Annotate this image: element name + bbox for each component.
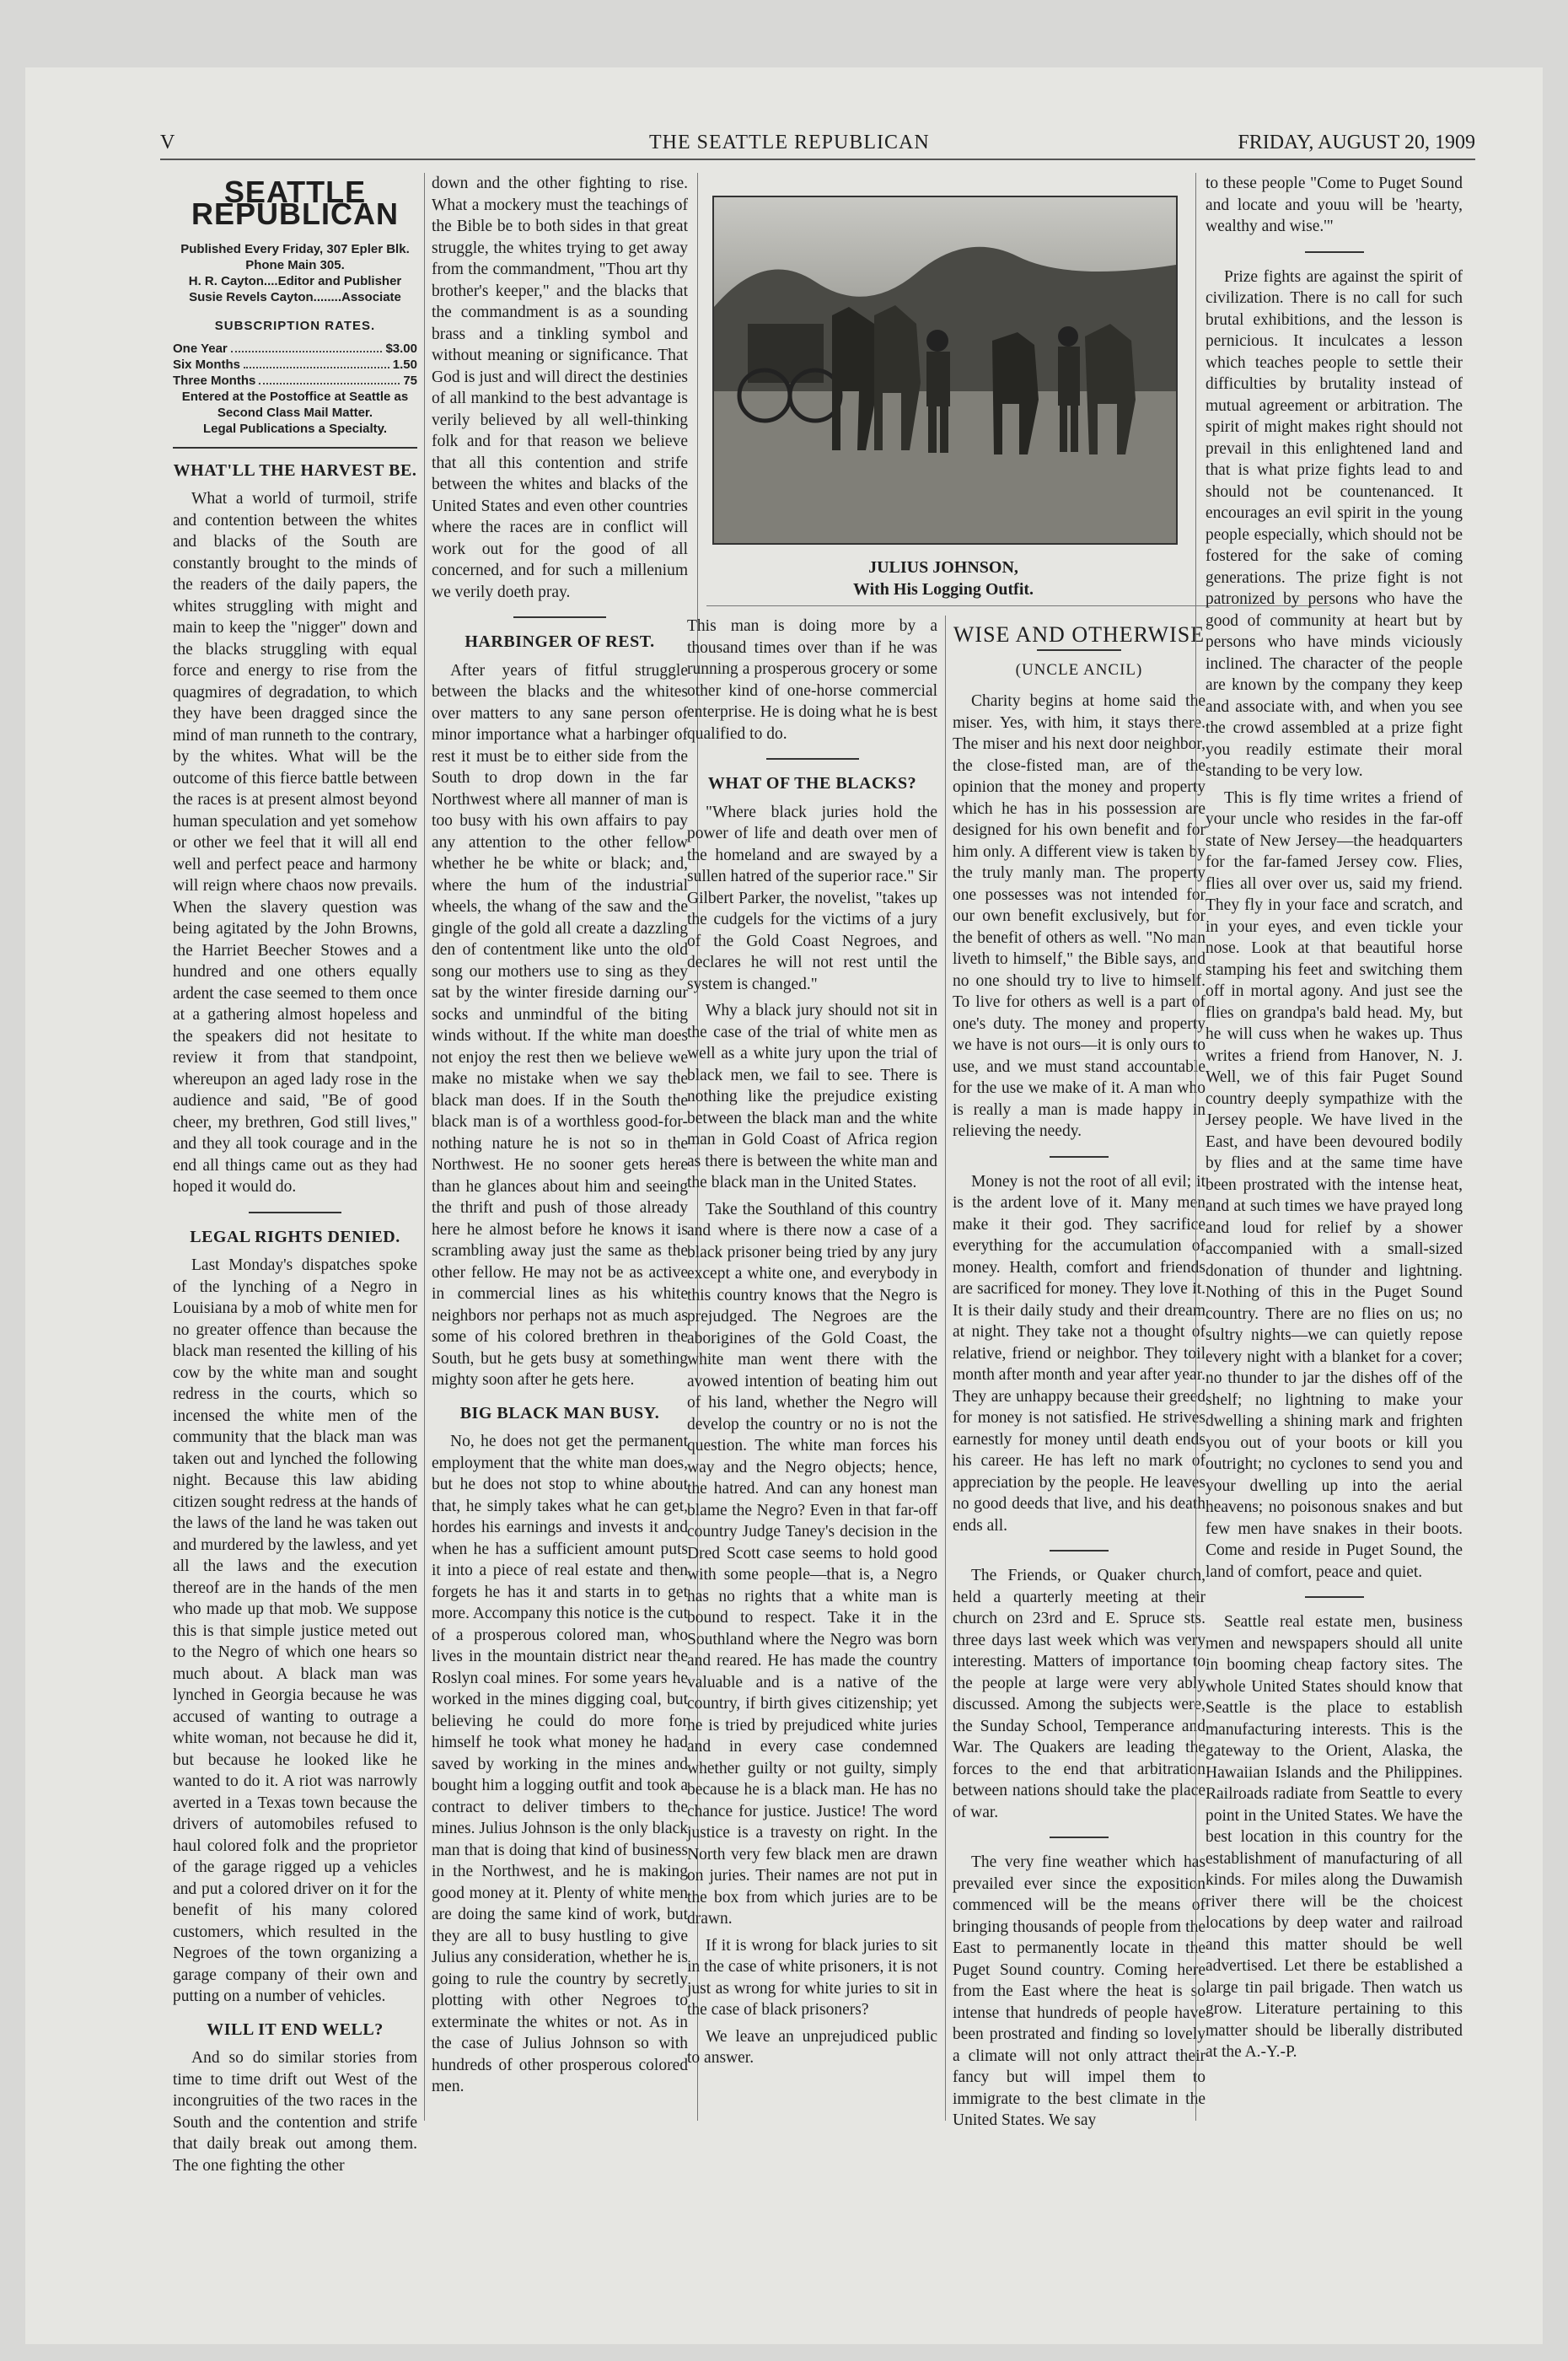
article-separator [1050, 1837, 1109, 1838]
rate-row [173, 373, 417, 389]
article-paragraph: Money is not the root of all evil; it is the ardent love of it. Many men make it their god. They sacrifice everything for the accumulation of money. Health, comfort and friends are sacrificed for money. They love it. It is their daily study and their dream at night. They take not a thought of relative, friend or neighbor. They toil month after month and year after year. They are unhappy because their greed for money is not satisfied. He strives earnestly for money until death ends his career. He has left no mark of appreciation by the people. He leaves no good deeds that live, and his death ends all. [953, 1172, 1206, 1535]
column-rule [424, 173, 425, 2121]
masthead-line: Susie Revels Cayton........Associate [189, 290, 401, 304]
masthead-line: Published Every Friday, 307 Epler Blk. [180, 242, 410, 256]
photo-caption [712, 557, 1174, 600]
page-header [160, 126, 1475, 160]
article-paragraph: After years of fitful struggle between the blacks and the whites over matters to any sane person of minor importance what a harbinger of rest it must be to either side from the South to drop down in the far Northwest where all manner of man is too busy with his own affairs to pay any attention to the other fellow whether he be white or black; and, where the hum of the industrial wheels, the whang of the saw and the gingle of the gold all create a dazzling den of contentment like unto the old song our mothers use to sing as they sat by the winter fireside darning our socks and unmindful of the biting winds without. If the white man does not enjoy the rest then we believe we make no mistake when we say the black man does. If in the South the black man is of a worthless good-for-nothing nature he is not so in the Northwest. He no sooner gets here than he glances about him and seeing the thrift and push of those already here he almost before he knows it is scrambling away just the same as the other fellow. He may not be as active in commercial lines as his white neighbors nor perhaps not as much as some of his colored brethren in the South, but he gets busy at something mighty soon after he gets here. [432, 661, 688, 1389]
rate-row [173, 357, 417, 373]
masthead-footer: Entered at the Postoffice at Seattle as [181, 389, 409, 404]
caption-name: JULIUS JOHNSON, [868, 558, 1018, 577]
article-paragraph: We leave an unprejudiced public to answer. [687, 2027, 937, 2067]
article-paragraph: What a world of turmoil, strife and contention between the whites and blacks of the South are constantly brought to the minds of the readers of the daily papers, the whites struggling with might and main to keep the "nigger" down and the blacks struggling with equal force and energy to rise from the quagmires of degradation, to which they have been dragged since the mind of man runneth to the contrary, by the whites. What will be the outcome of this fierce battle between the races is at present almost beyond human speculation and yet somehow or other we feel that it will all end well and perfect peace and harmony will reign where chaos now prevails. When the slavery question was being agitated by the John Browns, the Harriet Beecher Stowes and a hundred and one others equally ardent the case seemed to them once at a gathering almost hopeless and the speakers did not hesitate to review it from that standpoint, whereupon an aged lady rose in the audience and said, "Be of good cheer, my brethren, God still lives," and they all took courage and in the end all things came out as they had hoped it would do. [173, 490, 417, 1196]
article-separator [766, 758, 859, 760]
rate-price: 75 [403, 373, 417, 388]
article-headline: WHAT OF THE BLACKS? [707, 774, 917, 793]
article-headline: WILL IT END WELL? [207, 2019, 384, 2039]
department-byline: (UNCLE ANCIL) [1015, 660, 1143, 679]
column-rule [1195, 173, 1196, 2121]
masthead-rule [173, 447, 417, 449]
column-3 [687, 616, 937, 2074]
article-separator [1305, 251, 1364, 253]
rates-title: SUBSCRIPTION RATES. [214, 319, 376, 333]
page-mark: V [160, 132, 175, 153]
article-paragraph: down and the other fighting to rise. What a mockery must the teachings of the Bible be to both sides in that great struggle, the whites trying to get away from the commandment, "Thou art thy brother's keeper," and the blacks that the commandment is as a sounding brass and a tinkling symbol and without meaning or significance. That God is just and will direct the destinies of all mankind to the best advantage is verily believed by all well-thinking folk and for that reason we believe that all this contention and strife between the whites and blacks of the United States and even other countries where the races are in conflict will work out for the good of all concerned, and for such a millenium we verily doeth pray. [432, 175, 688, 601]
article-paragraph: "Where black juries hold the power of life and death over men of the homeland and are swayed by a sullen hatred of the superior race." Sir Gilbert Parker, the novelist, "takes up the cudgels for the victims of a jury of the Gold Coast Negroes, and declares he will not rest until the system is changed." [687, 803, 937, 993]
paper-title: THE SEATTLE REPUBLICAN [649, 132, 930, 153]
article-paragraph: to these people "Come to Puget Sound and locate and youu will be 'hearty, wealthy and wise.'" [1206, 175, 1463, 235]
article-paragraph: Seattle real estate men, business men and newspapers should all unite in booming cheap factory sites. The whole United States should know that Seattle is the place to establish manufacturing interests. This is the gateway to the Orient, Alaska, the Hawaiian Islands and the Philippines. Railroads radiate from Seattle to every point in the United States. We have the best location in this country for the establishment of manufacturing of all kinds. For miles along the Duwamish river there will be the choicest locations by deep water and railroad and this matter should be well advertised. Let there be established a large tin pail brigade. Then watch us grow. Literature pertaining to this matter should be liberally distributed at the A.-Y.-P. [1206, 1613, 1463, 2061]
article-paragraph: Charity begins at home said the miser. Yes, with him, it stays there. The miser and his next door neighbor, the close-fisted man, are of the opinion that the money and property which he has in his possession are designed for his own benefit and for him only. A different view is taken by the truly manly man. The property one possesses was not intended for our own benefit exclusively, but for the benefit of others as well. "No man liveth to himself," the Bible says, and no one should try to live to himself. To live for others as well is a part of one's duty. The money and property we have is not ours—it is only ours to use, and we must stand accountable for the use we make of it. A man who is really a man is made happy in relieving the needy. [953, 692, 1206, 1140]
caption-subtitle: With His Logging Outfit. [852, 580, 1034, 599]
article-paragraph: If it is wrong for black juries to sit in the case of white prisoners, it is not just as wrong for white juries to sit in the case of black prisoners? [687, 1936, 937, 2019]
article-paragraph: This is fly time writes a friend of your uncle who resides in the far-off state of New Jersey—the headquarters for the far-famed Jersey cow. Flies, flies all over over us, said my friend. They fly in your face and scratch, and in your eyes, and even tickle your nose. Look at that beautiful horse stamping his feet and switching them off in mortal agony. And just see the flies on grandpa's bald head. My, but he will cuss when he wakes up. Thus writes a friend from Hanover, N. J. Well, we of this fair Puget Sound country deeply sympathize with the Jersey people. We have lived in the East, and have been devoured bodily by flies and at the same time have been prostrated with the intense heat, and at such times we have prayed long and loud for relief by a shower accompanied with a small-sized donation of thunder and lightning. Nothing of this in the Puget Sound country. There are no flies on us; no sultry nights—we can quietly repose every night with a blanket for a cover; no thunder to jar the dishes off of the shelf; no lightning to make your dwelling a shining mark and frighten you out of your boots or kill you outright; no cyclones to send you and your dwelling up into the aerial heavens; no poisonous snakes and but few men have snakes in their boots. Come and reside in Puget Sound, the land of comfort, peace and quiet. [1206, 788, 1463, 1581]
title-rule [1037, 649, 1121, 651]
rate-label: Three Months [173, 373, 256, 388]
article-paragraph: Last Monday's dispatches spoke of the lynching of a Negro in Louisiana by a mob of white men for no greater offence than because the black man resented the killing of his cow by the white man and sought redress in the courts, which so incensed the white men of the community that the black man was taken out and lynched the following night. Because this law abiding citizen sought redress at the hands of the laws of the land he was taken out and murdered by the lawless, and yet all the laws and the execution thereof are in the hands of the men who made up that mob. We suppose this is that simple justice meted out to the Negro of which one hears so much about. A black man was lynched in Georgia because he was accused of wanting to outrage a white woman, not because he did it, but because he looked like he wanted to do it. A riot was narrowly averted in a Texas town because the drivers of automobiles refused to haul colored folk and the proprietor of the garage rigged up a vehicles and put a colored driver on it for the benefit of his many colored customers, which resulted in the Negroes of the town organizing a garage company of their own and putting on a number of vehicles. [173, 1256, 417, 2005]
masthead-title: SEATTLE REPUBLICAN [191, 175, 399, 231]
article-separator [513, 616, 606, 618]
department-title: WISE AND OTHERWISE [953, 622, 1206, 647]
masthead [173, 175, 417, 437]
masthead-line: Phone Main 305. [245, 258, 345, 272]
column-rule [945, 616, 946, 2121]
article-paragraph: Why a black jury should not sit in the case of the trial of white men as well as a white jury upon the trial of black men, we fail to see. There is nothing like the prejudice existing between the black man and the white man in Gold Coast of Africa region as there is between the white man and the black man in the United States. [687, 1002, 937, 1191]
article-separator [1050, 1156, 1109, 1158]
masthead-footer: Second Class Mail Matter. [217, 405, 373, 420]
article-paragraph: The Friends, or Quaker church, held a quarterly meeting at their church on 23rd and E. Spruce sts. three days last week which was very interesting. Matters of importance to the people at large were very ably discussed. Among the subjects were, the Sunday School, Temperance and War. The Quakers are leading the forces to the end that arbitration between nations should take the place of war. [953, 1567, 1206, 1821]
article-paragraph: And so do similar stories from time to time drift out West of the incongruities of the two races in the South and the contention and strife that daily break out among them. The one fighting the other [173, 2049, 417, 2175]
issue-date: FRIDAY, AUGUST 20, 1909 [1238, 132, 1475, 153]
column-1 [173, 173, 417, 2181]
article-headline: WHAT'LL THE HARVEST BE. [173, 460, 417, 480]
article-separator [1050, 1550, 1109, 1552]
article-paragraph: No, he does not get the permanent employment that the white man does, but he does not stop to whine about that, he simply takes what he can get, hordes his earnings and invests it and when he has a sufficient amount puts it into a piece of real estate and then forgets he has it and starts in to get more. Accompany this notice is the cut of a prosperous colored man, who lives in the mountain district near the Roslyn coal mines. For some years he worked in the mines digging coal, but believing he could do more for himself he took what money he had saved by working in the mines and bought him a logging outfit and took a contract to deliver timbers to the mines. Julius Johnson is the only black man that is doing that kind of business in the Northwest, and he is making good money at it. Plenty of white men are doing the same kind of work, but they are all to busy hustling to give Julius any consideration, whether he is going to rule the country by secretly plotting with other Negroes to exterminate the whites or not. As in the case of Julius Johnson so with hundreds of other prosperous colored men. [432, 1433, 688, 2095]
rate-price: 1.50 [392, 357, 417, 372]
logging-outfit-photo [712, 196, 1178, 545]
column-2 [432, 173, 688, 2103]
rate-label: Six Months [173, 357, 241, 372]
article-paragraph: This man is doing more by a thousand times over than if he was running a prosperous grocery or some other kind of one-horse commercial enterprise. He is doing what he is best qualified to do. [687, 617, 937, 743]
article-headline: HARBINGER OF REST. [464, 632, 655, 651]
article-paragraph: Prize fights are against the spirit of civilization. There is no call for such brutal exhibitions, and the lesson is pernicious. It inculcates a lesson which teaches people to settle their difficulties by brutality instead of mutual agreement or arbitration. The spirit of might makes right should not prevail in this enlightened land and that is what prize fights lead to and should not be countenanced. It encourages an evil spirit in the young people especially, which should not be fostered for the sake of coming generations. The prize fight is not patronized by persons who have the good of community at heart but by persons who have minds viciously inclined. The character of the people are known by the company they keep and associate with, and when you see the crowd assembled at a prize fight you readily estimate their moral standing to be very low. [1206, 267, 1463, 780]
rate-row [173, 341, 417, 357]
article-paragraph: The very fine weather which has prevailed ever since the exposition commenced will be the means of bringing thousands of people from the East to permanently locate in the Puget Sound country. Coming here from the East where the heat is so intense that hundreds of people have been prostrated and finding so lovely a climate will not only attract their fancy but will impel them to immigrate to the best climate in the United States. We say [953, 1853, 1206, 2129]
rate-price: $3.00 [385, 341, 417, 356]
article-paragraph: Take the Southland of this country and where is there now a case of a black prisoner being tried by any jury except a white one, and everybody in this country knows that the Negro is prejudged. The Negroes are the aborigines of the Gold Coast, the white man went there with the avowed intention of beating him out of his land, whether the Negro will develop the country or no is not the question. The white man forces his way and the Negro objects; hence, the hatred. And can any honest man blame the Negro? Even in that far-off country Judge Taney's decision in the Dred Scott case seems to hold good with some people—that is, a Negro has no rights that a white man is bound to respect. Take it in the Southland where the Negro was born and reared. He has made the country valuable and is a native of the country, if birth gives citizenship; yet he is tried by prejudiced white juries and in every case condemned whether guilty or not guilty, simply because he is a black man. He has no chance for justice. Justice! The word justice is a travesty on right. In the North very few black men are drawn on juries. Their names are not put in the box from which juries are to be drawn. [687, 1200, 937, 1928]
article-separator [249, 1212, 341, 1213]
masthead-line: H. R. Cayton....Editor and Publisher [188, 274, 402, 288]
article-headline: LEGAL RIGHTS DENIED. [190, 1227, 400, 1246]
column-4 [953, 616, 1206, 2137]
masthead-footer: Legal Publications a Specialty. [202, 421, 388, 436]
header-rule [160, 159, 1475, 160]
column-5 [1206, 173, 1463, 2068]
article-separator [1305, 1596, 1364, 1598]
article-headline: BIG BLACK MAN BUSY. [459, 1403, 660, 1423]
rate-label: One Year [173, 341, 228, 356]
